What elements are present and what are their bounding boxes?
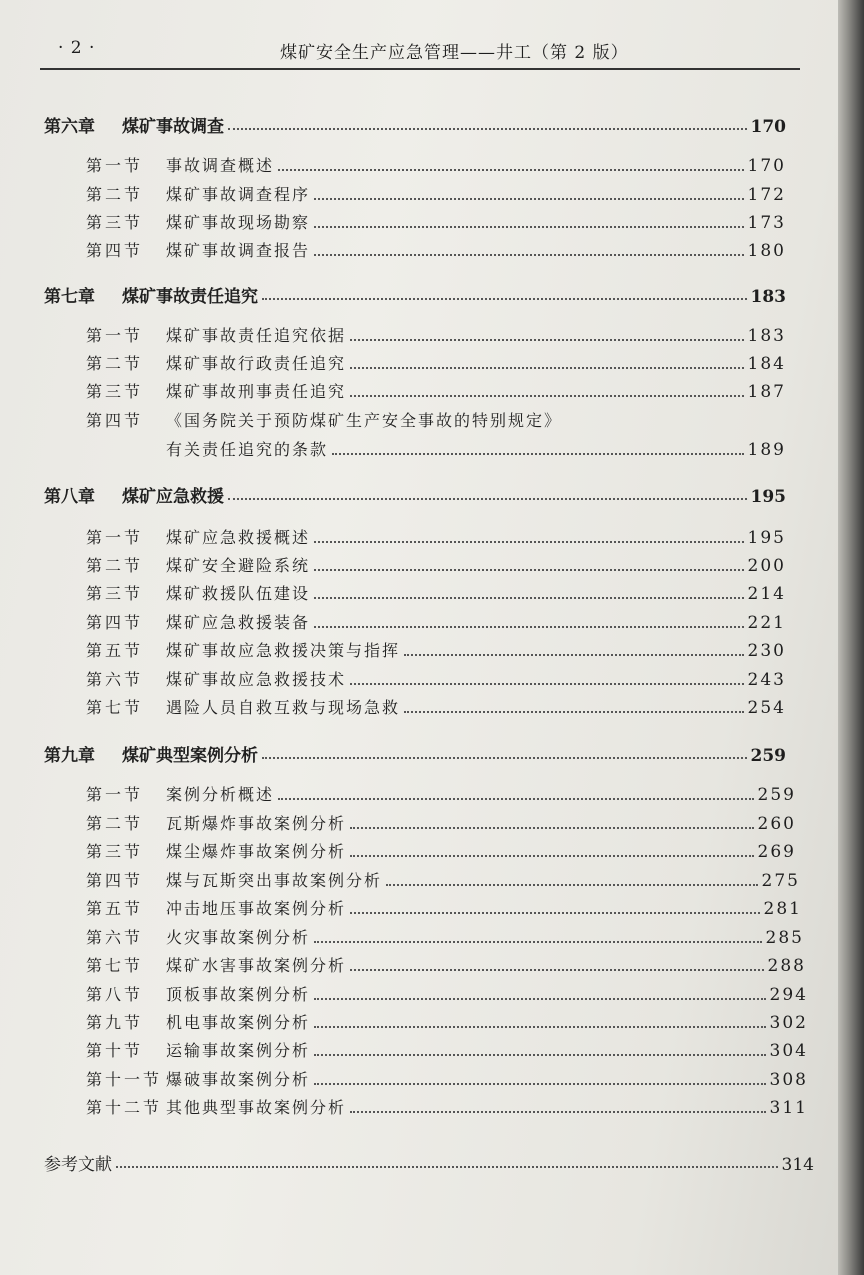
toc-continuation-row	[166, 437, 786, 461]
toc-page-number: 195	[750, 487, 786, 507]
toc-entry-label: 第七节	[86, 698, 144, 717]
toc-entry-label: 第四节	[86, 613, 144, 632]
dot-leader	[314, 597, 744, 599]
toc-entry-label: 第四节	[86, 241, 144, 260]
toc-page-number: 281	[763, 899, 802, 919]
toc-entry-title: 参考文献	[44, 1155, 112, 1175]
toc-section-row	[86, 868, 800, 892]
toc-page-number: 173	[747, 213, 786, 233]
toc-page-number: 275	[761, 871, 800, 891]
toc-chapter-row	[44, 282, 786, 306]
dot-leader	[314, 569, 744, 571]
dot-leader	[332, 453, 744, 455]
toc-page-number: 221	[747, 613, 786, 633]
page-edge-shadow	[838, 0, 864, 1275]
toc-entry-title: 《国务院关于预防煤矿生产安全事故的特别规定》	[166, 411, 563, 430]
toc-section-row	[86, 982, 808, 1006]
toc-entry-title: 有关责任追究的条款	[166, 440, 329, 459]
dot-leader	[386, 884, 758, 886]
dot-leader	[350, 367, 744, 369]
toc-entry-label: 第十二节	[86, 1098, 163, 1117]
dot-leader	[350, 1111, 766, 1113]
dot-leader	[228, 128, 747, 130]
toc-entry-label: 第九节	[86, 1013, 144, 1032]
toc-entry-label: 第六节	[86, 928, 144, 947]
toc-entry-title: 煤矿事故应急救援决策与指挥	[166, 641, 401, 660]
toc-entry-title: 煤尘爆炸事故案例分析	[166, 842, 347, 861]
toc-entry-title: 煤矿事故调查	[122, 117, 224, 137]
dot-leader	[314, 626, 744, 628]
toc-entry-title: 顶板事故案例分析	[166, 985, 311, 1004]
dot-leader	[350, 827, 754, 829]
toc-entry-label: 第二节	[86, 185, 144, 204]
toc-section-row	[86, 210, 786, 234]
toc-entry-label: 第八节	[86, 985, 144, 1004]
dot-leader	[228, 498, 747, 500]
toc-entry-label: 第二节	[86, 354, 144, 373]
toc-entry-title: 煤矿安全避险系统	[166, 556, 311, 575]
toc-section-row	[86, 782, 796, 806]
toc-section-row	[86, 525, 786, 549]
toc-entry-label: 第六节	[86, 670, 144, 689]
toc-entry-title: 火灾事故案例分析	[166, 928, 311, 947]
toc-section-row	[86, 1067, 808, 1091]
dot-leader	[262, 298, 747, 300]
dot-leader	[314, 1026, 766, 1028]
dot-leader	[350, 855, 754, 857]
toc-section-row	[86, 896, 802, 920]
toc-section-row	[86, 553, 786, 577]
toc-entry-title: 煤矿典型案例分析	[122, 746, 258, 766]
toc-entry-title: 煤矿水害事故案例分析	[166, 956, 347, 975]
toc-entry-label: 第七节	[86, 956, 144, 975]
dot-leader	[350, 912, 760, 914]
toc-entry-title: 煤矿事故调查报告	[166, 241, 311, 260]
toc-section-row	[86, 153, 786, 177]
toc-entry-label: 第五节	[86, 641, 144, 660]
toc-entry-label: 第三节	[86, 842, 144, 861]
toc-chapter-row	[44, 482, 786, 506]
toc-page-number: 189	[747, 440, 786, 460]
toc-page-number: 302	[769, 1013, 808, 1033]
toc-entry-title: 机电事故案例分析	[166, 1013, 311, 1032]
dot-leader	[314, 226, 744, 228]
toc-entry-title: 煤矿救援队伍建设	[166, 584, 311, 603]
dot-leader	[314, 941, 762, 943]
toc-page-number: 230	[747, 641, 786, 661]
toc-entry-label: 第三节	[86, 382, 144, 401]
toc-entry-label: 第三节	[86, 213, 144, 232]
toc-section-row	[86, 408, 786, 432]
toc-section-row	[86, 1010, 808, 1034]
toc-section-row	[86, 839, 796, 863]
toc-entry-title: 煤矿事故刑事责任追究	[166, 382, 347, 401]
dot-leader	[314, 1083, 766, 1085]
toc-section-row	[86, 581, 786, 605]
toc-entry-label: 第四节	[86, 411, 144, 430]
dot-leader	[314, 998, 766, 1000]
toc-page-number: 259	[750, 746, 786, 766]
toc-entry-title: 煤矿事故责任追究依据	[166, 326, 347, 345]
dot-leader	[278, 169, 744, 171]
toc-page-number: 304	[769, 1041, 808, 1061]
toc-page-number: 214	[747, 584, 786, 604]
toc-page-number: 259	[757, 785, 796, 805]
toc-entry-title: 煤矿事故行政责任追究	[166, 354, 347, 373]
toc-page-number: 294	[769, 985, 808, 1005]
toc-reference-row	[44, 1150, 814, 1174]
toc-entry-title: 煤矿事故责任追究	[122, 287, 258, 307]
toc-entry-label: 第一节	[86, 785, 144, 804]
toc-entry-label: 第二节	[86, 814, 144, 833]
dot-leader	[350, 969, 764, 971]
toc-entry-title: 煤矿应急救援	[122, 487, 224, 507]
toc-page-number: 285	[765, 928, 804, 948]
toc-section-row	[86, 1095, 808, 1119]
toc-entry-label: 第十一节	[86, 1070, 163, 1089]
dot-leader	[314, 254, 744, 256]
page-number: · 2 ·	[58, 38, 96, 58]
toc-entry-title: 冲击地压事故案例分析	[166, 899, 347, 918]
toc-page-number: 200	[747, 556, 786, 576]
toc-page-number: 195	[747, 528, 786, 548]
dot-leader	[262, 757, 747, 759]
toc-section-row	[86, 953, 806, 977]
toc-section-row	[86, 182, 786, 206]
toc-chapter-row	[44, 112, 786, 136]
toc-entry-title: 瓦斯爆炸事故案例分析	[166, 814, 347, 833]
toc-page-number: 311	[769, 1098, 808, 1118]
toc-entry-label: 第八章	[44, 487, 95, 507]
dot-leader	[314, 198, 744, 200]
toc-entry-label: 第一节	[86, 528, 144, 547]
toc-entry-label: 第七章	[44, 287, 95, 307]
dot-leader	[350, 339, 744, 341]
toc-page-number: 254	[747, 698, 786, 718]
dot-leader	[116, 1166, 778, 1168]
toc-section-row	[86, 351, 786, 375]
toc-page-number: 269	[757, 842, 796, 862]
toc-entry-title: 煤矿应急救援装备	[166, 613, 311, 632]
toc-entry-label: 第一节	[86, 156, 144, 175]
toc-page-number: 184	[747, 354, 786, 374]
toc-page-number: 314	[781, 1155, 814, 1175]
toc-section-row	[86, 1038, 808, 1062]
toc-section-row	[86, 638, 786, 662]
toc-entry-title: 煤矿应急救援概述	[166, 528, 311, 547]
toc-entry-label: 第六章	[44, 117, 95, 137]
toc-entry-label: 第四节	[86, 871, 144, 890]
toc-entry-title: 煤矿事故调查程序	[166, 185, 311, 204]
dot-leader	[278, 798, 754, 800]
toc-section-row	[86, 323, 786, 347]
toc-entry-title: 运输事故案例分析	[166, 1041, 311, 1060]
dot-leader	[350, 683, 744, 685]
toc-entry-title: 煤矿事故应急救援技术	[166, 670, 347, 689]
toc-entry-label: 第三节	[86, 584, 144, 603]
toc-page-number: 260	[757, 814, 796, 834]
toc-entry-title: 爆破事故案例分析	[166, 1070, 311, 1089]
dot-leader	[314, 1054, 766, 1056]
toc-page-number: 183	[750, 287, 786, 307]
toc-entry-label: 第五节	[86, 899, 144, 918]
dot-leader	[404, 711, 744, 713]
toc-page-number: 180	[747, 241, 786, 261]
toc-entry-label: 第九章	[44, 746, 95, 766]
dot-leader	[314, 541, 744, 543]
toc-entry-label: 第一节	[86, 326, 144, 345]
toc-page-number: 172	[747, 185, 786, 205]
toc-chapter-row	[44, 741, 786, 765]
toc-entry-title: 其他典型事故案例分析	[166, 1098, 347, 1117]
toc-section-row	[86, 667, 786, 691]
toc-section-row	[86, 238, 786, 262]
toc-entry-title: 遇险人员自救互救与现场急救	[166, 698, 401, 717]
toc-page-number: 170	[747, 156, 786, 176]
toc-entry-label: 第十节	[86, 1041, 144, 1060]
toc-entry-title: 煤矿事故现场勘察	[166, 213, 311, 232]
dot-leader	[350, 395, 744, 397]
toc-entry-title: 事故调查概述	[166, 156, 275, 175]
dot-leader	[404, 654, 744, 656]
toc-section-row	[86, 610, 786, 634]
toc-section-row	[86, 379, 786, 403]
toc-page-number: 308	[769, 1070, 808, 1090]
book-title: 煤矿安全生产应急管理——井工（第 2 版）	[280, 43, 629, 63]
toc-page-number: 288	[767, 956, 806, 976]
toc-entry-title: 煤与瓦斯突出事故案例分析	[166, 871, 383, 890]
toc-page-number: 243	[747, 670, 786, 690]
toc-entry-title: 案例分析概述	[166, 785, 275, 804]
toc-section-row	[86, 811, 796, 835]
toc-page-number: 170	[750, 117, 786, 137]
toc-section-row	[86, 695, 786, 719]
toc-page-number: 187	[747, 382, 786, 402]
toc-section-row	[86, 925, 804, 949]
toc-entry-label: 第二节	[86, 556, 144, 575]
toc-page-number: 183	[747, 326, 786, 346]
